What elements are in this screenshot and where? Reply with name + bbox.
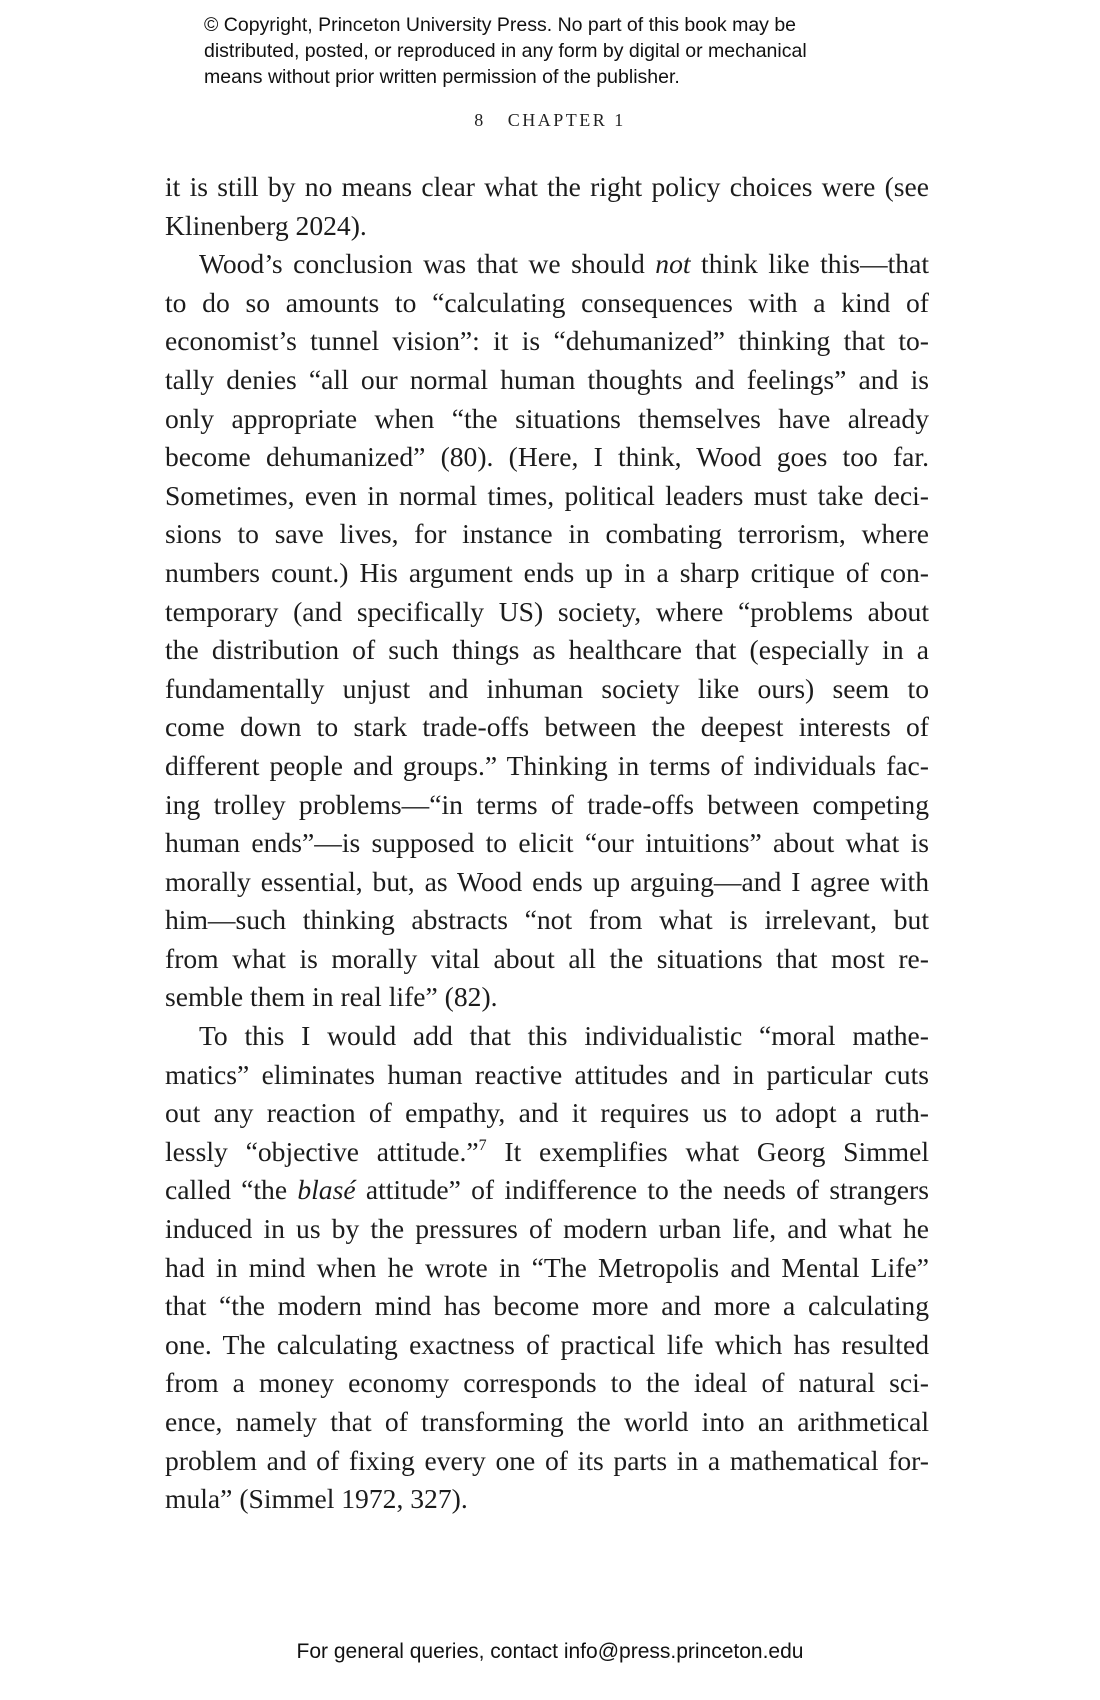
text-line [165, 1133, 929, 1172]
text-line: human ends”—is supposed to elicit “our intuitions” about what is [165, 827, 929, 859]
text-line: him—such thinking abstracts “not from what is irrelevant, but [165, 904, 929, 936]
text-line: come down to stark trade-offs between the deepest interests of [165, 711, 929, 743]
copyright-notice [204, 12, 924, 90]
text-line: problem and of fixing every one of its parts in a mathematical for- [165, 1444, 929, 1476]
text-line: one. The calculating exactness of practical life which has resulted [165, 1328, 929, 1360]
text-line: from what is morally vital about all the situations that most re- [165, 942, 929, 974]
text-line: from a money economy corresponds to the ideal of natural sci- [165, 1367, 929, 1399]
text-line: to do so amounts to “calculating consequences with a kind of [165, 286, 929, 318]
running-head [0, 110, 1100, 131]
text-line: ence, namely that of transforming the world into an arithmetical [165, 1406, 929, 1437]
text-line [165, 245, 929, 284]
text-line: morally essential, but, as Wood ends up arguing—and I agree with [165, 865, 929, 897]
italic-text: blasé [297, 1174, 356, 1206]
text-line: out any reaction of empathy, and it requires us to adopt a ruth- [165, 1097, 929, 1129]
text-line: mula” (Simmel 1972, 327). [165, 1483, 468, 1515]
text-line: To this I would add that this individualistic “moral mathe- [199, 1020, 929, 1052]
text-run: think like this—that [690, 248, 929, 280]
text-run: attitude” of indifference to the needs of strangers [355, 1174, 929, 1206]
text-line: Klinenberg 2024). [165, 209, 367, 241]
text-line: the distribution of such things as healthcare that (especially in a [165, 634, 929, 666]
text-line: different people and groups.” Thinking in terms of individuals fac- [165, 749, 929, 781]
text-line: numbers count.) His argument ends up in a sharp critique of con- [165, 556, 929, 588]
text-line: Sometimes, even in normal times, political leaders must take deci- [165, 479, 929, 511]
text-line: that “the modern mind has become more and more a calculating [165, 1290, 929, 1322]
chapter-label: CHAPTER 1 [507, 110, 626, 130]
text-line: economist’s tunnel vision”: it is “dehumanized” thinking that to- [165, 325, 929, 357]
text-line: induced in us by the pressures of modern urban life, and what he [165, 1213, 929, 1245]
text-line: semble them in real life” (82). [165, 981, 498, 1013]
text-run: Wood’s conclusion was that we should [199, 248, 656, 280]
copyright-line-2: distributed, posted, or reproduced in any form by digital or mechanical [204, 40, 807, 62]
text-line: fundamentally unjust and inhuman society like ours) seem to [165, 672, 929, 704]
text-run: lessly “objective attitude.” [165, 1135, 479, 1167]
copyright-line-1: © Copyright, Princeton University Press. No part of this book may be [204, 14, 797, 36]
page-number: 8 [474, 110, 486, 130]
italic-text: not [655, 248, 691, 280]
text-line: had in mind when he wrote in “The Metropolis and Mental Life” [165, 1251, 929, 1283]
text-line: become dehumanized” (80). (Here, I think, Wood goes too far. [165, 441, 929, 473]
text-line [165, 1171, 929, 1210]
copyright-line-3: means without prior written permission of the publisher. [204, 66, 680, 88]
footnote-marker: 7 [478, 1136, 487, 1154]
text-line: it is still by no means clear what the right policy choices were (see [165, 171, 929, 202]
body-text [165, 168, 929, 1519]
text-run: called “the [165, 1174, 298, 1206]
text-line: matics” eliminates human reactive attitudes and in particular cuts [165, 1058, 929, 1090]
text-line: temporary (and specifically US) society, where “problems about [165, 595, 929, 627]
text-line: sions to save lives, for instance in combating terrorism, where [165, 518, 929, 550]
text-line: only appropriate when “the situations themselves have already [165, 402, 929, 434]
text-run: It exemplifies what Georg Simmel [486, 1135, 929, 1167]
text-line: ing trolley problems—“in terms of trade-offs between competing [165, 788, 929, 820]
footer-contact: For general queries, contact info@press.princeton.edu [296, 1640, 804, 1663]
text-line: tally denies “all our normal human thoughts and feelings” and is [165, 363, 929, 395]
